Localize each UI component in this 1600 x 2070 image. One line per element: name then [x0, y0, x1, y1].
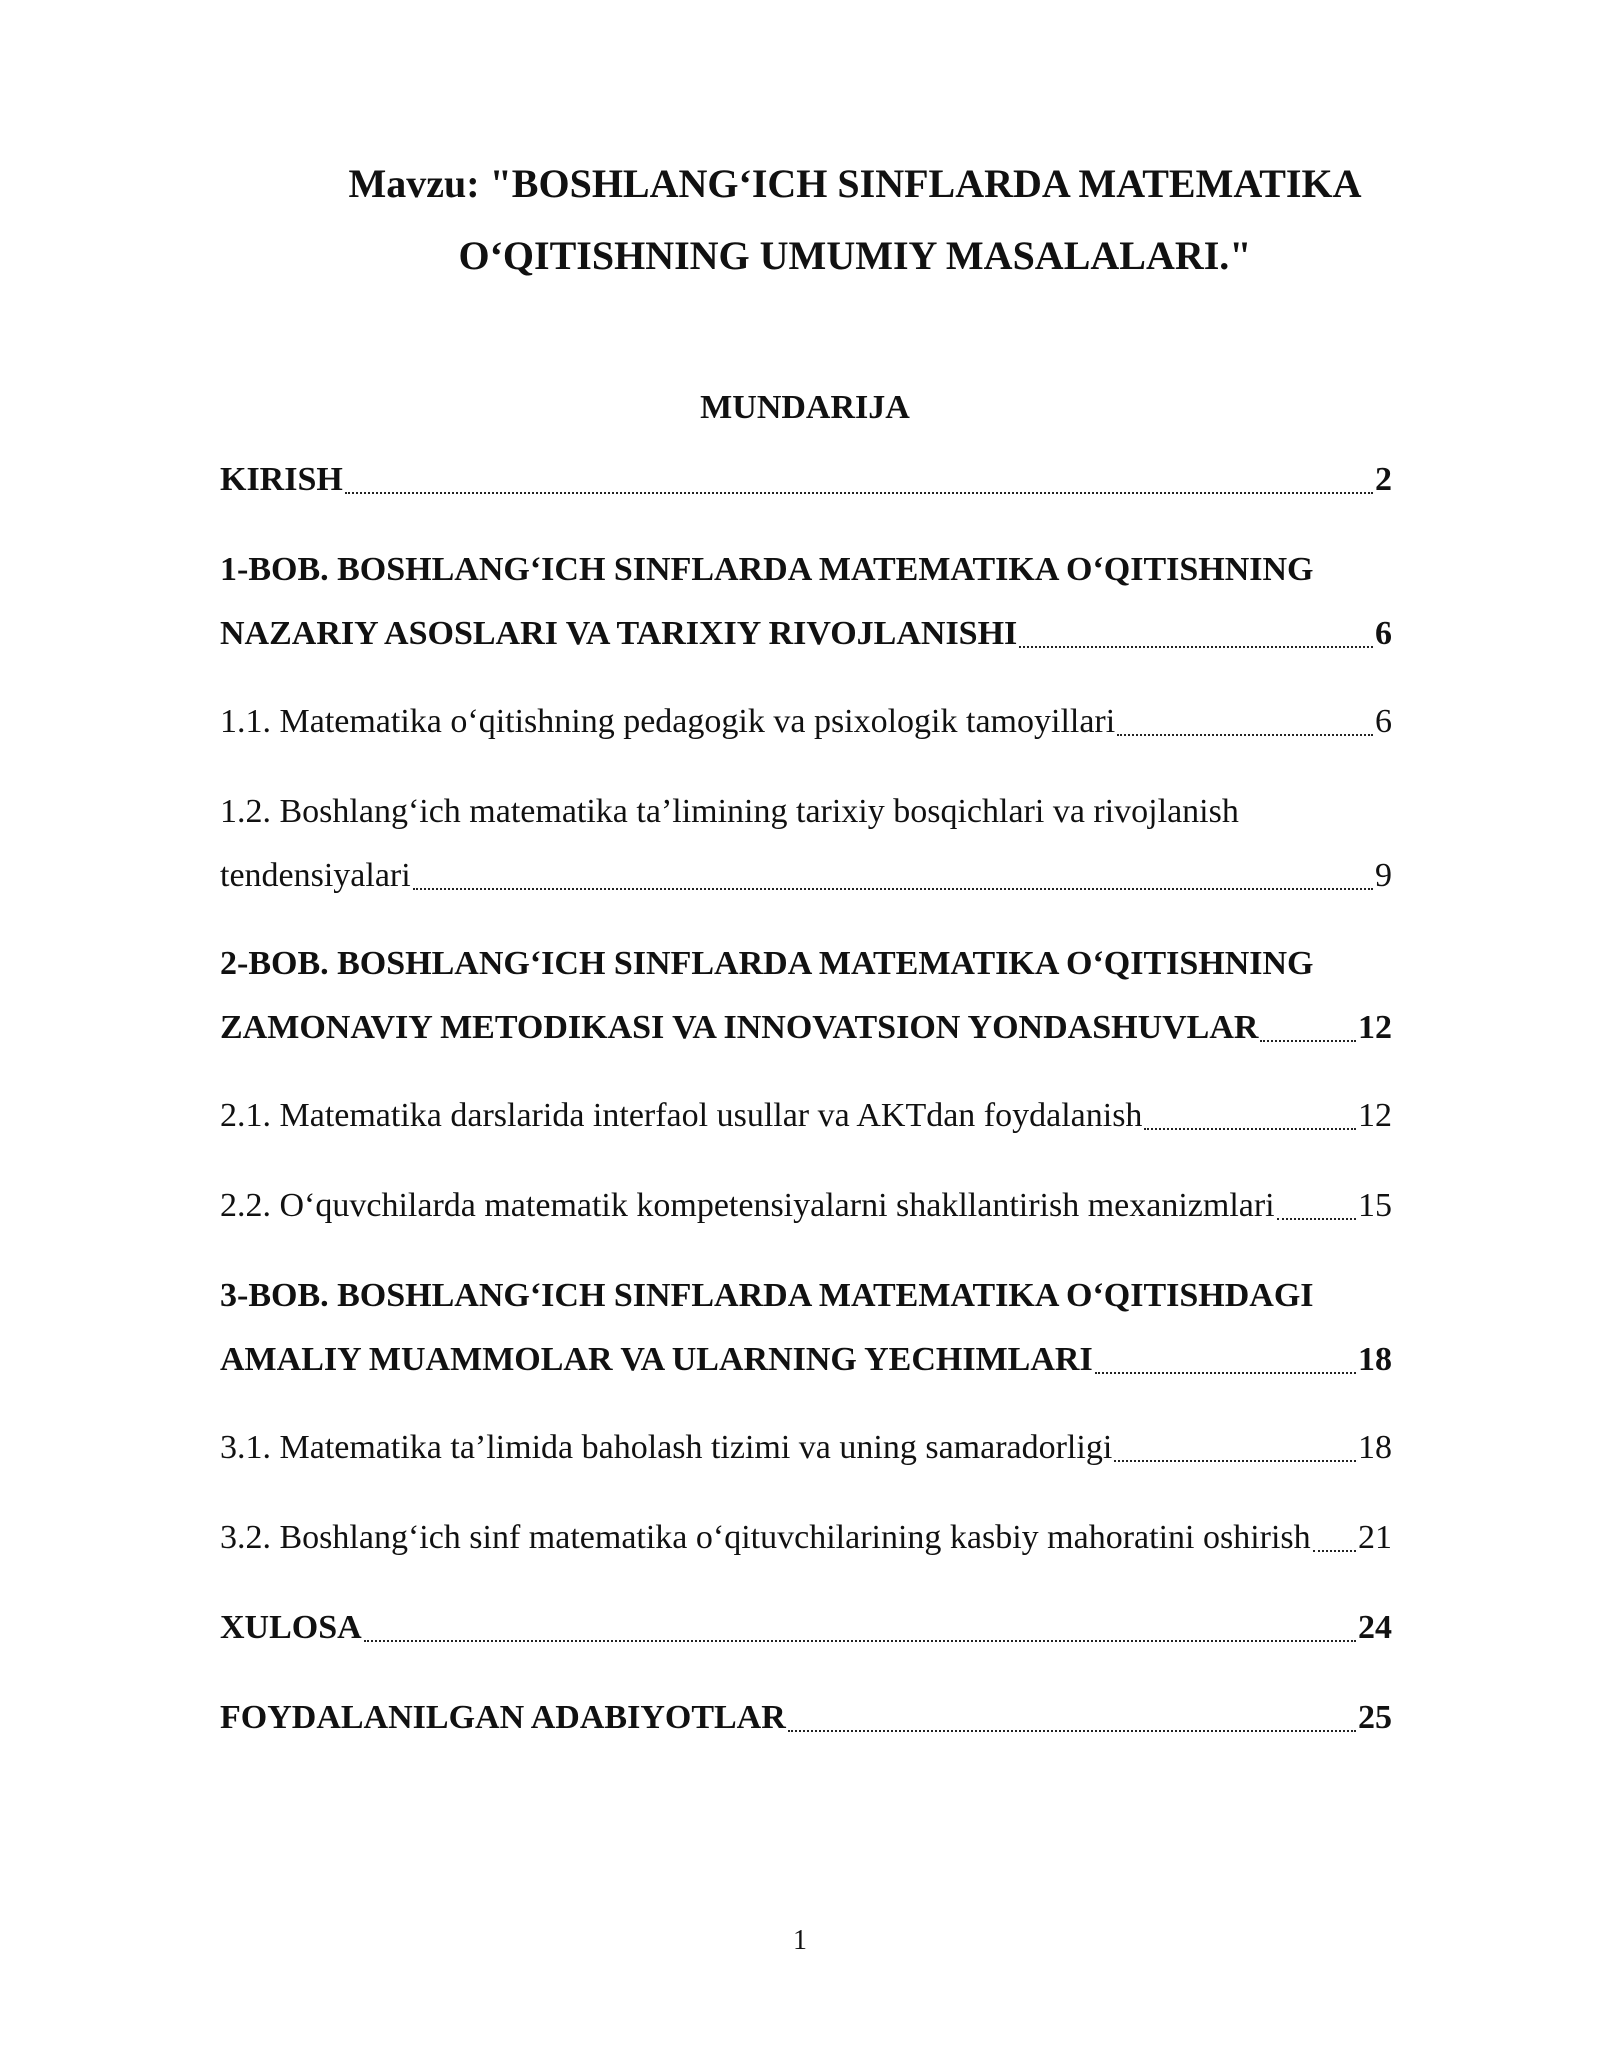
toc-entry — [220, 780, 1392, 908]
toc-entry-page: 6 — [1375, 615, 1392, 652]
toc-entry — [220, 690, 1392, 754]
toc-entry-title: NAZARIY ASOSLARI VA TARIXIY RIVOJLANISHI — [220, 615, 1018, 652]
toc-entry-title: 2-BOB. BOSHLANG‘ICH SINFLARDA MATEMATIKA O‘QITISHNING — [220, 945, 1314, 982]
toc-entry-title: 1.2. Boshlang‘ich matematika ta’limining tarixiy bosqichlari va rivojlanish — [220, 793, 1239, 830]
toc-entry-page: 15 — [1358, 1187, 1392, 1224]
toc-entry-title: 1-BOB. BOSHLANG‘ICH SINFLARDA MATEMATIKA O‘QITISHNING — [220, 551, 1314, 588]
toc-entry-title: KIRISH — [220, 461, 343, 498]
toc-entry-page: 9 — [1375, 857, 1392, 894]
toc-entry-title: tendensiyalari — [220, 857, 411, 894]
toc-entry-title: 2.1. Matematika darslarida interfaol usullar va AKTdan foydalanish — [220, 1097, 1143, 1134]
toc-entry-line — [220, 1328, 1392, 1392]
toc-entry-page: 6 — [1375, 703, 1392, 740]
toc-leader-dots — [1313, 1549, 1356, 1552]
toc-entry-line — [220, 1084, 1392, 1148]
toc-entry-line — [220, 996, 1392, 1060]
toc-entry-title: FOYDALANILGAN ADABIYOTLAR — [220, 1699, 786, 1736]
toc-entry — [220, 1174, 1392, 1238]
toc-entry-title: 3.1. Matematika ta’limida baholash tizimi va uning samaradorligi — [220, 1429, 1113, 1466]
toc-entry-line — [220, 1506, 1392, 1570]
toc-entry-page: 25 — [1358, 1699, 1392, 1736]
toc-entry-line — [220, 448, 1392, 512]
toc-entry-page: 21 — [1358, 1519, 1392, 1556]
toc-leader-dots — [788, 1729, 1356, 1732]
toc-leader-dots — [413, 887, 1373, 890]
page-number: 1 — [793, 1925, 807, 1956]
toc-entry-page: 12 — [1358, 1009, 1392, 1046]
toc-entry-title: XULOSA — [220, 1609, 362, 1646]
toc-entry-title: 3.2. Boshlang‘ich sinf matematika o‘qituvchilarining kasbiy mahoratini oshirish — [220, 1519, 1311, 1556]
toc-entry — [220, 1506, 1392, 1570]
toc-leader-dots — [1019, 645, 1373, 648]
toc-leader-dots — [1144, 1127, 1356, 1130]
toc-entry-page: 18 — [1358, 1429, 1392, 1466]
toc-entry-line — [220, 1264, 1392, 1328]
toc-entry-title: AMALIY MUAMMOLAR VA ULARNING YECHIMLARI — [220, 1341, 1093, 1378]
toc-entry — [220, 1416, 1392, 1480]
toc-entry-line — [220, 690, 1392, 754]
toc-entry — [220, 538, 1392, 666]
toc-entry-line — [220, 1686, 1392, 1750]
toc-entry — [220, 1084, 1392, 1148]
toc-leader-dots — [1095, 1371, 1356, 1374]
toc-entry-line — [220, 844, 1392, 908]
toc-entry-page: 18 — [1358, 1341, 1392, 1378]
toc-entry-line — [220, 538, 1392, 602]
toc-entry — [220, 448, 1392, 512]
document-title-line-1: Mavzu: "BOSHLANG‘ICH SINFLARDA MATEMATIKA — [348, 161, 1362, 206]
toc-entry-line — [220, 1174, 1392, 1238]
toc-entry-line — [220, 780, 1392, 844]
toc-entry-page: 12 — [1358, 1097, 1392, 1134]
toc-entry — [220, 1596, 1392, 1660]
document-title-line-2: O‘QITISHNING UMUMIY MASALALARI." — [458, 233, 1252, 278]
toc-entry — [220, 1264, 1392, 1392]
toc-entry-line — [220, 1596, 1392, 1660]
toc-entry-title: 3-BOB. BOSHLANG‘ICH SINFLARDA MATEMATIKA O‘QITISHDAGI — [220, 1277, 1314, 1314]
toc-heading: MUNDARIJA — [700, 389, 910, 426]
toc-leader-dots — [1277, 1217, 1356, 1220]
toc-entry — [220, 1686, 1392, 1750]
document-title — [300, 148, 1410, 292]
toc-entry-line — [220, 602, 1392, 666]
toc-leader-dots — [1114, 1459, 1356, 1462]
toc-leader-dots — [1117, 733, 1373, 736]
toc-leader-dots — [364, 1639, 1356, 1642]
toc-entry-title: 2.2. O‘quvchilarda matematik kompetensiyalarni shakllantirish mexanizmlari — [220, 1187, 1275, 1224]
toc-entry-title: 1.1. Matematika o‘qitishning pedagogik va psixologik tamoyillari — [220, 703, 1116, 740]
toc-entry-line — [220, 932, 1392, 996]
toc-entry-line — [220, 1416, 1392, 1480]
toc-entry-title: ZAMONAVIY METODIKASI VA INNOVATSION YONDASHUVLAR — [220, 1009, 1259, 1046]
toc-entry-page: 2 — [1375, 461, 1392, 498]
toc-leader-dots — [1260, 1039, 1356, 1042]
toc-entry-page: 24 — [1358, 1609, 1392, 1646]
toc-leader-dots — [345, 491, 1373, 494]
toc-entry — [220, 932, 1392, 1060]
